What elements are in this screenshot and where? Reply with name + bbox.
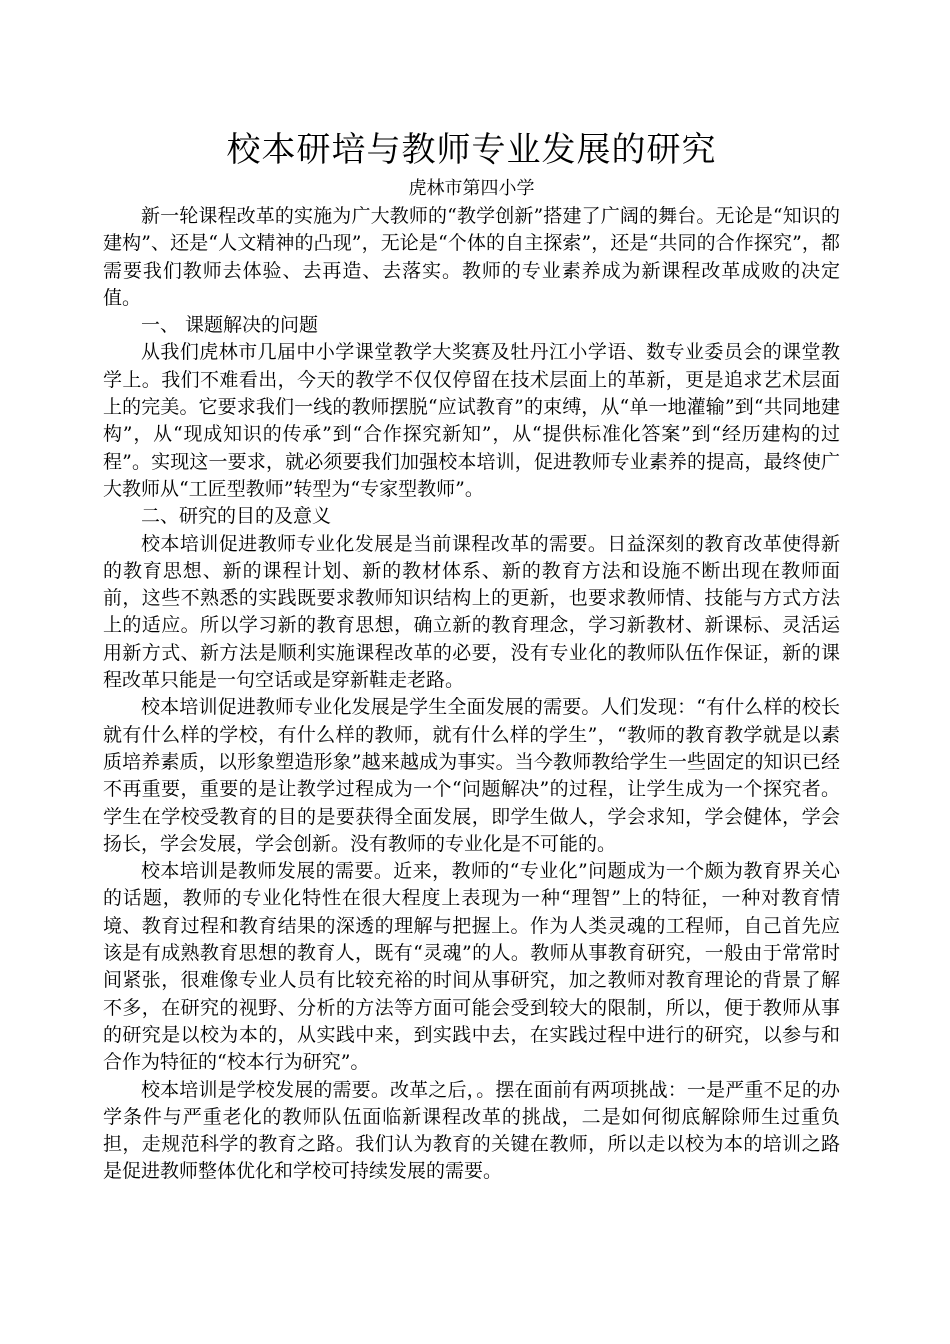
section-2-paragraph-3: 校本培训是教师发展的需要。近来，教师的“专业化”问题成为一个颇为教育界关心的话题，教师的专业化特性在很大程度上表现为一种“理智”上的特征，一种对教育情境、教育过程和教育结果的深透的理解与把握上。作为人类灵魂的工程师，自己首先应该是有成熟教育思想的教育人，既有“灵魂”的人。教师从事教育研究，一般由于常常时间紧张，很难像专业人员有比较充裕的时间从事研究，加之教师对教育理论的背景了解不多，在研究的视野、分析的方法等方面可能会受到较大的限制，所以，便于教师从事的研究是以校为本的，从实践中来，到实践中去，在实践过程中进行的研究，以参与和合作为特征的“校本行为研究”。: [103, 860, 840, 1074]
section-heading-2: 二、研究的目的及意义: [141, 505, 332, 528]
document-page: [103, 125, 840, 1186]
section-1-paragraph: 从我们虎林市几届中小学课堂教学大奖赛及牡丹江小学语、数专业委员会的课堂教学上。我们不难看出，今天的教学不仅仅停留在技术层面上的革新，更是追求艺术层面上的完美。它要求我们一线的教师摆脱“应试教育”的束缚，从“单一地灌输”到“共同地建构”，从“现成知识的传承”到“合作探究新知”，从“提供标准化答案”到“经历建构的过程”。实现这一要求，就必须要我们加强校本培训，促进教师专业素养的提高，最终使广大教师从“工匠型教师”转型为“专家型教师”。: [103, 341, 840, 500]
document-title: 校本研培与教师专业发展的研究: [226, 130, 717, 170]
section-2-paragraph-4: 校本培训是学校发展的需要。改革之后，。摆在面前有两项挑战：一是严重不足的办学条件与严重老化的教师队伍面临新课程改革的挑战，二是如何彻底解除师生过重负担，走规范科学的教育之路。我们认为教育的关键在教师，所以走以校为本的培训之路是促进教师整体优化和学校可持续发展的需要。: [103, 1078, 840, 1183]
intro-paragraph: 新一轮课程改革的实施为广大教师的“教学创新”搭建了广阔的舞台。无论是“知识的建构”、还是“人文精神的凸现”，无论是“个体的自主探索”，还是“共同的合作探究”，都需要我们教师去体验、去再造、去落实。教师的专业素养成为新课程改革成败的决定值。: [103, 205, 840, 309]
section-2-paragraph-2: 校本培训促进教师专业化发展是学生全面发展的需要。人们发现：“有什么样的校长就有什么样的学校，有什么样的教师，就有什么样的学生”，“教师的教育教学就是以素质培养素质，以形象塑造形象”越来越成为事实。当今教师教给学生一些固定的知识已经不再重要，重要的是让教学过程成为一个“问题解决”的过程，让学生成为一个探究者。学生在学校受教育的目的是要获得全面发展，即学生做人，学会求知，学会健体，学会扬长，学会发展，学会创新。没有教师的专业化是不可能的。: [103, 696, 840, 855]
section-2-paragraph-1: 校本培训促进教师专业化发展是当前课程改革的需要。日益深刻的教育改革使得新的教育思想、新的课程计划、新的教材体系、新的教育方法和设施不断出现在教师面前，这些不熟悉的实践既要求教师知识结构上的更新，也要求教师情、技能与方式方法上的适应。所以学习新的教育思想，确立新的教育理念，学习新教材、新课标、灵活运用新方式、新方法是顺利实施课程改革的必要，没有专业化的教师队伍作保证，新的课程改革只能是一句空话或是穿新鞋走老路。: [103, 532, 840, 692]
section-heading-1: 一、 课题解决的问题: [141, 314, 319, 337]
document-author: 虎林市第四小学: [408, 178, 535, 199]
